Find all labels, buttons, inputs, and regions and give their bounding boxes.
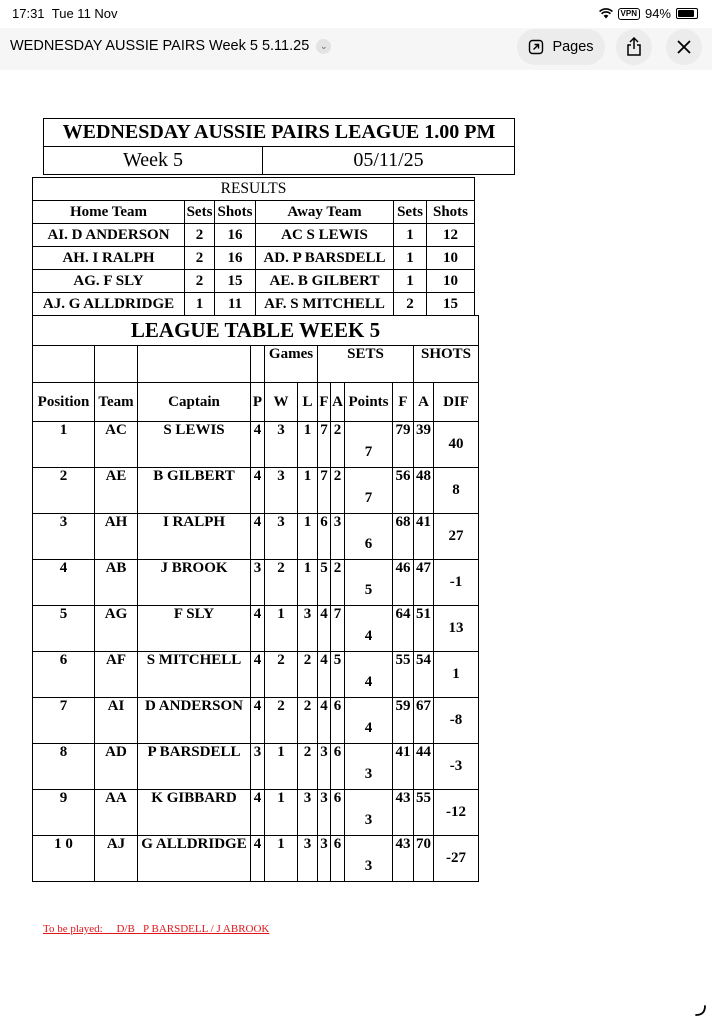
captain: G ALLDRIDGE	[138, 836, 251, 882]
away-shots: 10	[427, 270, 475, 293]
sets-against: 5	[331, 652, 345, 698]
league-row	[33, 560, 479, 606]
home-team: AI. D ANDERSON	[33, 224, 185, 247]
shots-for: 68	[393, 514, 414, 560]
position: 1	[33, 422, 95, 468]
shots-difference: 8	[434, 468, 479, 514]
results-row	[33, 270, 475, 293]
status-time: 17:31 Tue 11 Nov	[12, 6, 118, 21]
league-row	[33, 606, 479, 652]
played: 4	[251, 468, 265, 514]
played: 4	[251, 836, 265, 882]
won: 2	[265, 698, 298, 744]
shots-for: 64	[393, 606, 414, 652]
away-sets: 1	[394, 247, 427, 270]
col-header: DIF	[434, 383, 479, 422]
points: 5	[345, 560, 393, 606]
won: 3	[265, 514, 298, 560]
team: AJ	[95, 836, 138, 882]
sets-against: 2	[331, 468, 345, 514]
captain: B GILBERT	[138, 468, 251, 514]
results-row	[33, 224, 475, 247]
col-header: W	[265, 383, 298, 422]
away-shots: 12	[427, 224, 475, 247]
close-button[interactable]	[666, 29, 702, 65]
won: 1	[265, 744, 298, 790]
col-header: Captain	[138, 383, 251, 422]
shots-difference: -27	[434, 836, 479, 882]
sets-for: 4	[318, 652, 331, 698]
position: 6	[33, 652, 95, 698]
team: AB	[95, 560, 138, 606]
lost: 1	[298, 468, 318, 514]
played: 4	[251, 606, 265, 652]
captain: K GIBBARD	[138, 790, 251, 836]
position: 9	[33, 790, 95, 836]
league-row	[33, 744, 479, 790]
shots-for: 55	[393, 652, 414, 698]
shots-against: 39	[414, 422, 434, 468]
shots-against: 47	[414, 560, 434, 606]
played: 4	[251, 698, 265, 744]
position: 3	[33, 514, 95, 560]
position: 4	[33, 560, 95, 606]
battery-percent: 94%	[644, 6, 671, 21]
shots-difference: -3	[434, 744, 479, 790]
league-header-row	[33, 383, 479, 422]
captain: P BARSDELL	[138, 744, 251, 790]
points: 4	[345, 606, 393, 652]
won: 3	[265, 468, 298, 514]
sets-group-header: SETS	[318, 346, 414, 383]
shots-difference: 1	[434, 652, 479, 698]
won: 2	[265, 652, 298, 698]
col-header: P	[251, 383, 265, 422]
lost: 1	[298, 560, 318, 606]
open-external-icon	[528, 39, 544, 55]
league-title: WEDNESDAY AUSSIE PAIRS LEAGUE 1.00 PM	[44, 119, 515, 147]
won: 3	[265, 422, 298, 468]
captain: I RALPH	[138, 514, 251, 560]
points: 4	[345, 698, 393, 744]
shots-against: 41	[414, 514, 434, 560]
away-sets: 1	[394, 224, 427, 247]
group-spacer	[95, 346, 138, 383]
position: 2	[33, 468, 95, 514]
team: AF	[95, 652, 138, 698]
points: 7	[345, 422, 393, 468]
home-shots: 16	[215, 247, 256, 270]
match-date: 05/11/25	[263, 147, 515, 175]
home-sets: 2	[185, 247, 215, 270]
to-be-played-note: To be played: D/B P BARSDELL / J ABROOK	[43, 923, 270, 935]
col-header: Sets	[185, 201, 215, 224]
captain: D ANDERSON	[138, 698, 251, 744]
league-table	[32, 315, 479, 882]
home-sets: 2	[185, 270, 215, 293]
team: AC	[95, 422, 138, 468]
sets-against: 6	[331, 698, 345, 744]
vpn-badge: VPN	[618, 8, 640, 20]
week-label: Week 5	[44, 147, 263, 175]
league-row	[33, 514, 479, 560]
captain: S MITCHELL	[138, 652, 251, 698]
sets-for: 3	[318, 836, 331, 882]
league-row	[33, 468, 479, 514]
col-header: Home Team	[33, 201, 185, 224]
sets-against: 2	[331, 560, 345, 606]
won: 1	[265, 790, 298, 836]
games-group-header: Games	[265, 346, 318, 383]
results-header-row	[33, 201, 475, 224]
col-header: Shots	[215, 201, 256, 224]
team: AI	[95, 698, 138, 744]
lost: 3	[298, 836, 318, 882]
sets-for: 5	[318, 560, 331, 606]
shots-difference: 27	[434, 514, 479, 560]
group-spacer	[33, 346, 95, 383]
shots-for: 59	[393, 698, 414, 744]
team: AD	[95, 744, 138, 790]
sets-for: 4	[318, 606, 331, 652]
shots-against: 70	[414, 836, 434, 882]
away-sets: 1	[394, 270, 427, 293]
home-team: AH. I RALPH	[33, 247, 185, 270]
away-team: AE. B GILBERT	[256, 270, 394, 293]
team: AG	[95, 606, 138, 652]
away-shots: 15	[427, 293, 475, 316]
open-in-pages-button[interactable]	[517, 29, 605, 65]
home-shots: 11	[215, 293, 256, 316]
won: 1	[265, 836, 298, 882]
shots-against: 55	[414, 790, 434, 836]
home-team: AG. F SLY	[33, 270, 185, 293]
close-icon	[677, 40, 691, 54]
sets-against: 7	[331, 606, 345, 652]
points: 6	[345, 514, 393, 560]
sets-for: 4	[318, 698, 331, 744]
away-team: AD. P BARSDELL	[256, 247, 394, 270]
col-header: Points	[345, 383, 393, 422]
played: 4	[251, 514, 265, 560]
shots-for: 43	[393, 836, 414, 882]
away-shots: 10	[427, 247, 475, 270]
col-header: Position	[33, 383, 95, 422]
shots-for: 79	[393, 422, 414, 468]
team: AE	[95, 468, 138, 514]
team: AA	[95, 790, 138, 836]
shots-difference: -12	[434, 790, 479, 836]
shots-difference: -8	[434, 698, 479, 744]
results-table	[32, 177, 475, 316]
played: 3	[251, 744, 265, 790]
won: 1	[265, 606, 298, 652]
sets-against: 2	[331, 422, 345, 468]
share-icon	[626, 37, 642, 57]
pages-label: Pages	[552, 39, 594, 55]
status-bar	[0, 0, 712, 28]
results-row	[33, 293, 475, 316]
league-group-header-row	[33, 346, 479, 383]
sets-for: 3	[318, 790, 331, 836]
league-row	[33, 836, 479, 882]
sets-for: 6	[318, 514, 331, 560]
shots-difference: 40	[434, 422, 479, 468]
position: 7	[33, 698, 95, 744]
wifi-icon	[599, 8, 613, 19]
lost: 2	[298, 698, 318, 744]
col-header: A	[414, 383, 434, 422]
league-row	[33, 422, 479, 468]
captain: S LEWIS	[138, 422, 251, 468]
won: 2	[265, 560, 298, 606]
away-team: AC S LEWIS	[256, 224, 394, 247]
sets-for: 7	[318, 468, 331, 514]
col-header: L	[298, 383, 318, 422]
shots-against: 51	[414, 606, 434, 652]
home-sets: 1	[185, 293, 215, 316]
played: 4	[251, 652, 265, 698]
battery-icon	[676, 8, 698, 19]
captain: F SLY	[138, 606, 251, 652]
lost: 2	[298, 744, 318, 790]
played: 4	[251, 790, 265, 836]
shots-against: 54	[414, 652, 434, 698]
captain: J BROOK	[138, 560, 251, 606]
sets-for: 7	[318, 422, 331, 468]
title-bar	[0, 28, 712, 70]
played: 3	[251, 560, 265, 606]
document-title: WEDNESDAY AUSSIE PAIRS Week 5 5.11.25	[10, 38, 310, 54]
document-title-menu[interactable]	[10, 38, 331, 54]
sets-against: 6	[331, 744, 345, 790]
league-row	[33, 652, 479, 698]
shots-for: 46	[393, 560, 414, 606]
position: 5	[33, 606, 95, 652]
league-table-title: LEAGUE TABLE WEEK 5	[33, 316, 479, 346]
points: 7	[345, 468, 393, 514]
league-header-table	[43, 118, 515, 175]
shots-against: 67	[414, 698, 434, 744]
group-spacer	[251, 346, 265, 383]
home-shots: 15	[215, 270, 256, 293]
shots-difference: 13	[434, 606, 479, 652]
points: 3	[345, 744, 393, 790]
played: 4	[251, 422, 265, 468]
league-row	[33, 790, 479, 836]
col-header: Shots	[427, 201, 475, 224]
points: 3	[345, 790, 393, 836]
share-button[interactable]	[616, 29, 652, 65]
chevron-down-icon: ⌄	[316, 39, 331, 54]
results-title: RESULTS	[33, 178, 475, 201]
lost: 3	[298, 606, 318, 652]
lost: 1	[298, 514, 318, 560]
lost: 1	[298, 422, 318, 468]
shots-for: 56	[393, 468, 414, 514]
col-header: Sets	[394, 201, 427, 224]
group-spacer	[138, 346, 251, 383]
shots-against: 44	[414, 744, 434, 790]
col-header: Away Team	[256, 201, 394, 224]
shots-for: 43	[393, 790, 414, 836]
home-shots: 16	[215, 224, 256, 247]
sets-against: 6	[331, 790, 345, 836]
shots-against: 48	[414, 468, 434, 514]
away-team: AF. S MITCHELL	[256, 293, 394, 316]
shots-difference: -1	[434, 560, 479, 606]
lost: 3	[298, 790, 318, 836]
position: 1 0	[33, 836, 95, 882]
league-row	[33, 698, 479, 744]
sets-against: 3	[331, 514, 345, 560]
status-icons	[599, 6, 698, 21]
sets-for: 3	[318, 744, 331, 790]
lost: 2	[298, 652, 318, 698]
col-header: A	[331, 383, 345, 422]
home-sets: 2	[185, 224, 215, 247]
col-header: F	[393, 383, 414, 422]
col-header: Team	[95, 383, 138, 422]
away-sets: 2	[394, 293, 427, 316]
home-team: AJ. G ALLDRIDGE	[33, 293, 185, 316]
points: 3	[345, 836, 393, 882]
resize-corner-icon[interactable]	[694, 1004, 706, 1016]
team: AH	[95, 514, 138, 560]
sets-against: 6	[331, 836, 345, 882]
shots-for: 41	[393, 744, 414, 790]
shots-group-header: SHOTS	[414, 346, 479, 383]
col-header: F	[318, 383, 331, 422]
position: 8	[33, 744, 95, 790]
results-row	[33, 247, 475, 270]
points: 4	[345, 652, 393, 698]
